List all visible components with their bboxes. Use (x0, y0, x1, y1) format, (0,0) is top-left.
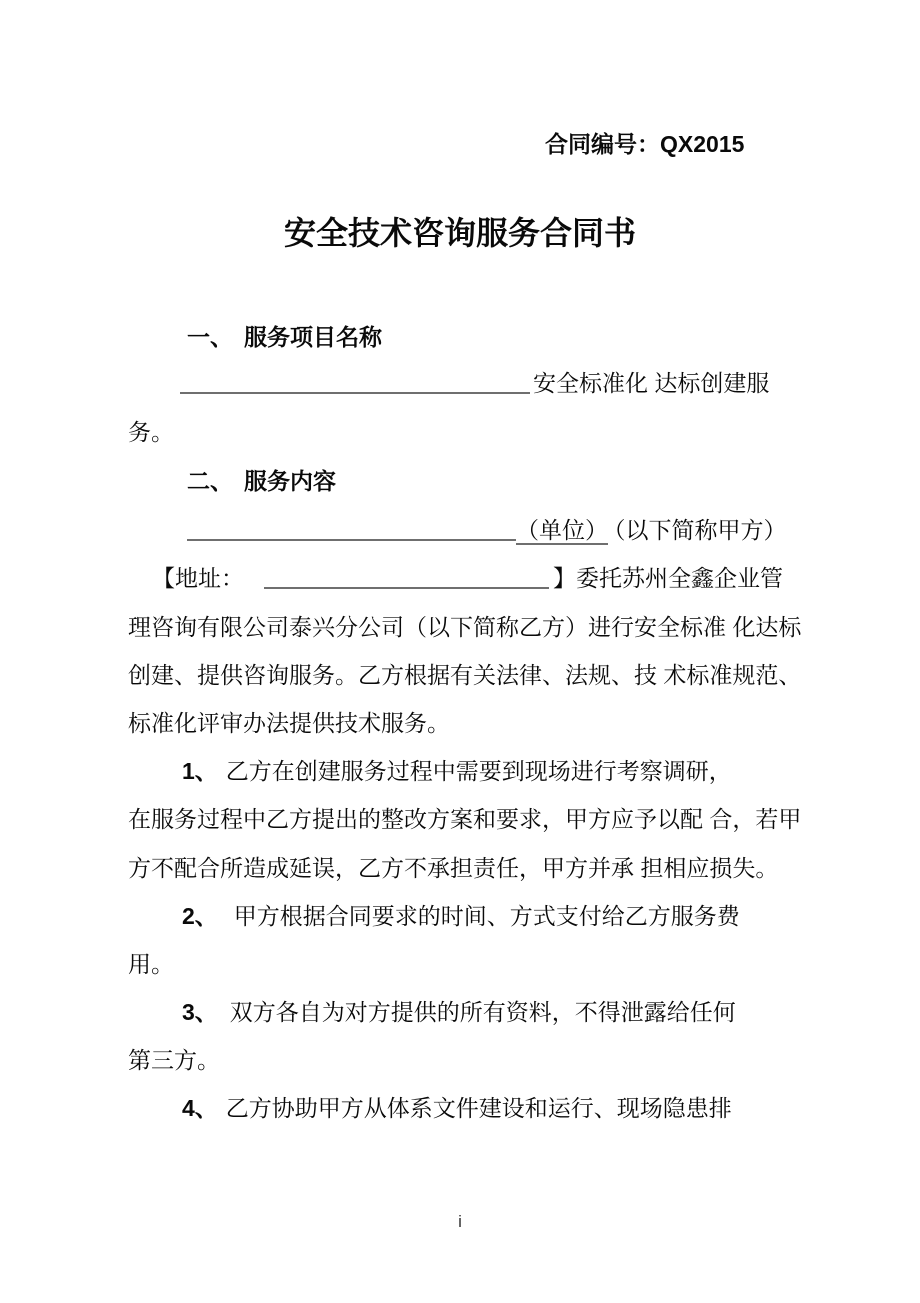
item-4-text: 乙方协助甲方从体系文件建设和运行、现场隐患排 (225, 1095, 732, 1121)
item-2-line-2: 用。 (128, 951, 174, 977)
item-4-number: 4、 (182, 1095, 218, 1121)
blank-underline-field (180, 368, 530, 394)
item-1-number: 1、 (182, 758, 218, 784)
section-1-label: 服务项目名称 (244, 324, 382, 350)
entrust-paragraph-line-4: 标准化评审办法提供技术服务。 (128, 710, 450, 736)
item-1-line-1 (182, 756, 732, 786)
item-1-line-2: 在服务过程中乙方提出的整改方案和要求，甲方应予以配 合，若甲 (128, 806, 802, 832)
page-number: i (458, 1212, 462, 1231)
item-3-line-2: 第三方。 (128, 1047, 220, 1073)
item-4-line-1 (182, 1093, 732, 1123)
section-heading-1 (187, 322, 382, 352)
section-2-label: 服务内容 (244, 468, 336, 494)
item-3-line-1 (182, 997, 736, 1027)
unit-label: （单位） (516, 517, 608, 543)
party-a-line (187, 515, 787, 545)
section-2-number: 二、 (187, 468, 233, 494)
item-2-text: 甲方根据合同要求的时间、方式支付给乙方服务费 (233, 903, 740, 929)
blank-underline-field (187, 515, 516, 541)
address-close: 】委托苏州全鑫企业管 (553, 565, 783, 591)
blank-underline-field (264, 563, 549, 589)
document-title: 安全技术咨询服务合同书 (283, 215, 636, 251)
item-3-number: 3、 (182, 999, 218, 1025)
item-3-text: 双方各自为对方提供的所有资料，不得泄露给任何 (229, 999, 736, 1025)
service-name-line (180, 368, 769, 398)
item-1-line-3: 方不配合所造成延误，乙方不承担责任，甲方并承 担相应损失。 (128, 855, 779, 881)
party-a-label: （以下简称甲方） (614, 517, 787, 543)
service-name-text: 安全标准化 达标创建服 (533, 370, 770, 396)
contract-number: 合同编号：QX2015 (545, 131, 745, 157)
section-heading-2 (187, 466, 336, 496)
item-2-line-1 (182, 901, 740, 931)
entrust-paragraph-line-3: 创建、提供咨询服务。乙方根据有关法律、法规、技 术标准规范、 (128, 662, 802, 688)
item-1-text: 乙方在创建服务过程中需要到现场进行考察调研， (225, 758, 732, 784)
address-open: 【地址： (152, 565, 244, 591)
section-1-number: 一、 (187, 324, 233, 350)
item-2-number: 2、 (182, 903, 218, 929)
entrust-paragraph-line-2: 理咨询有限公司泰兴分公司（以下简称乙方）进行安全标准 化达标 (128, 614, 802, 640)
address-line (152, 563, 783, 593)
service-name-wrap: 务。 (128, 419, 174, 445)
